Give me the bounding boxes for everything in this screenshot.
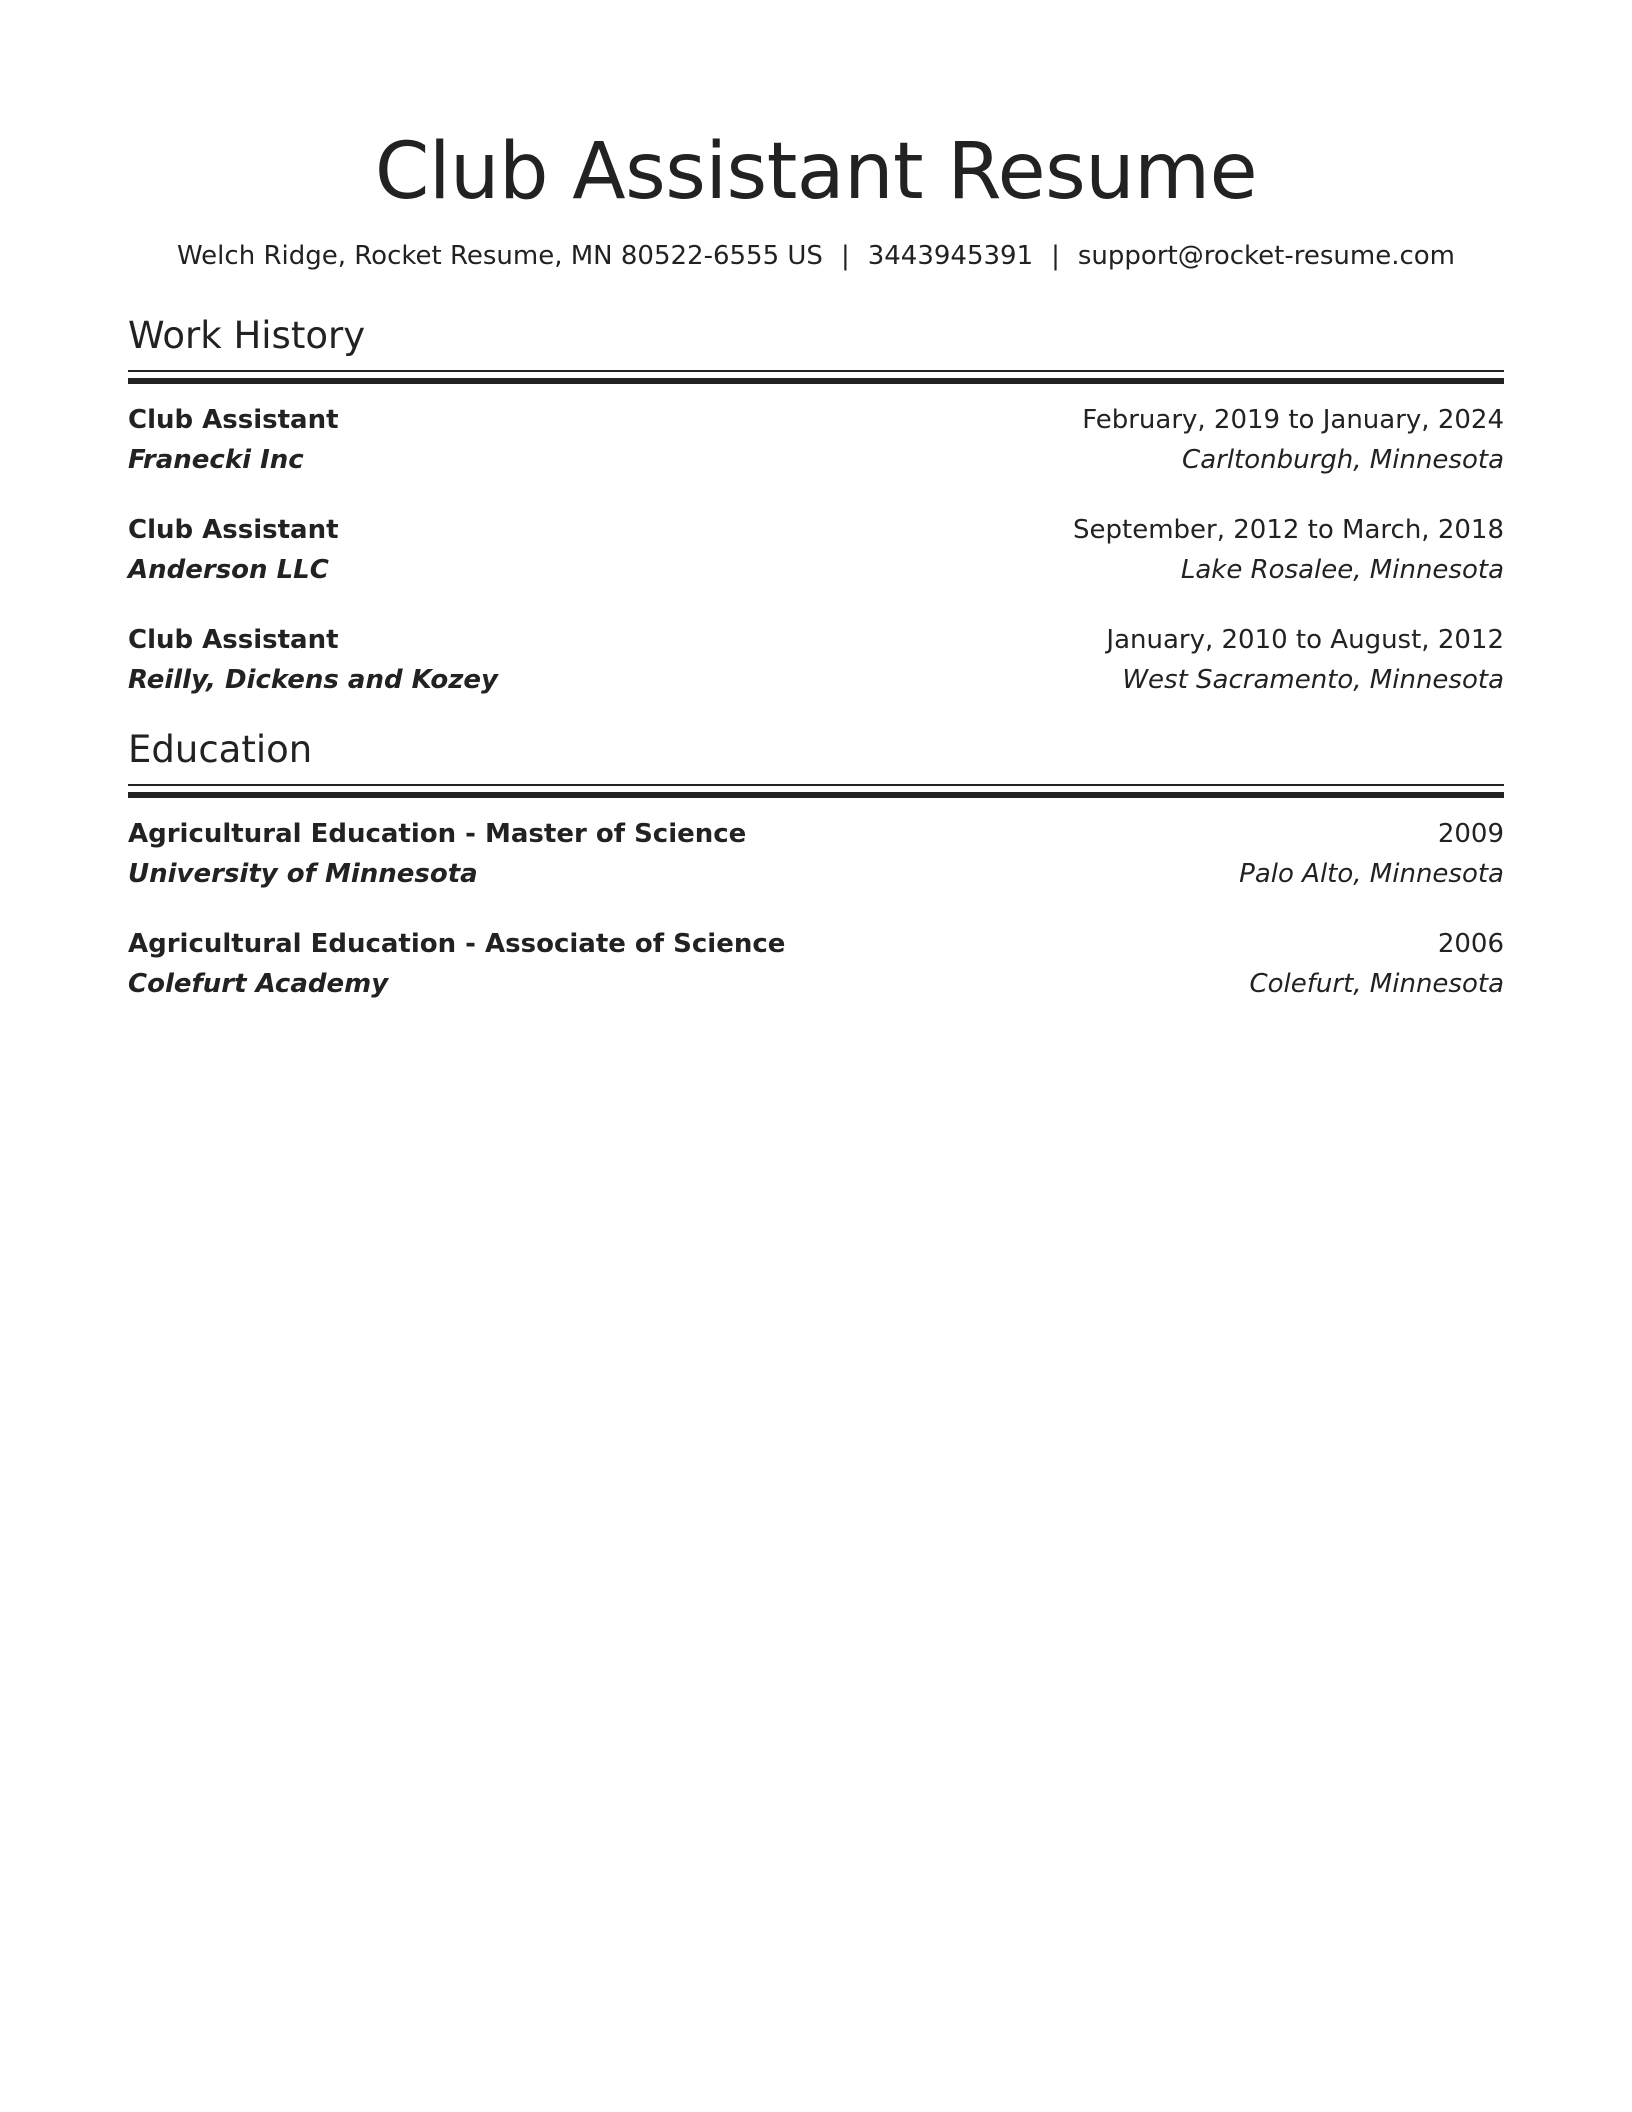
- contact-separator: |: [1051, 241, 1060, 271]
- job-title: Club Assistant: [128, 405, 339, 435]
- job-location: West Sacramento, Minnesota: [1122, 665, 1504, 695]
- job-dates: February, 2019 to January, 2024: [1082, 405, 1504, 435]
- job-title: Club Assistant: [128, 515, 339, 545]
- job-title: Club Assistant: [128, 625, 339, 655]
- contact-separator: |: [840, 241, 850, 271]
- job-dates: September, 2012 to March, 2018: [1073, 515, 1504, 545]
- education-entry-bottom-row: [128, 854, 1504, 894]
- degree-title: Agricultural Education - Master of Science: [128, 819, 747, 849]
- work-entry-bottom-row: [128, 660, 1504, 700]
- school-name: Colefurt Academy: [128, 969, 389, 999]
- work-entry: [128, 620, 1504, 700]
- education-entry-bottom-row: [128, 964, 1504, 1004]
- section-divider-thin: [128, 784, 1504, 786]
- job-dates: January, 2010 to August, 2012: [1106, 625, 1504, 655]
- work-entry-top-row: [128, 510, 1504, 550]
- section-heading-education: Education: [128, 728, 313, 771]
- company-name: Anderson LLC: [128, 555, 329, 585]
- section-divider-thick: [128, 378, 1504, 384]
- work-history-section: [128, 314, 1504, 700]
- job-location: Carltonburgh, Minnesota: [1182, 445, 1504, 475]
- company-name: Franecki Inc: [128, 445, 304, 475]
- job-location: Lake Rosalee, Minnesota: [1180, 555, 1504, 585]
- contact-email: support@rocket-resume.com: [1077, 241, 1455, 271]
- education-section: [128, 728, 1504, 1004]
- section-divider-thin: [128, 370, 1504, 372]
- company-name: Reilly, Dickens and Kozey: [128, 665, 498, 695]
- contact-line: [128, 238, 1504, 274]
- education-entry: [128, 924, 1504, 1004]
- education-entry: [128, 814, 1504, 894]
- work-entry-bottom-row: [128, 440, 1504, 480]
- graduation-year: 2009: [1437, 819, 1504, 849]
- work-entry-bottom-row: [128, 550, 1504, 590]
- school-location: Palo Alto, Minnesota: [1239, 859, 1504, 889]
- graduation-year: 2006: [1437, 929, 1504, 959]
- work-entry: [128, 400, 1504, 480]
- work-entry-top-row: [128, 620, 1504, 660]
- resume-title: Club Assistant Resume: [374, 127, 1258, 217]
- section-divider-thick: [128, 792, 1504, 798]
- education-entry-top-row: [128, 814, 1504, 854]
- degree-title: Agricultural Education - Associate of Science: [128, 929, 786, 959]
- contact-address: Welch Ridge, Rocket Resume, MN 80522-6555 US: [177, 241, 823, 271]
- work-entry: [128, 510, 1504, 590]
- education-entry-top-row: [128, 924, 1504, 964]
- work-entry-top-row: [128, 400, 1504, 440]
- school-location: Colefurt, Minnesota: [1249, 969, 1504, 999]
- section-heading-work-history: Work History: [128, 314, 366, 357]
- school-name: University of Minnesota: [128, 859, 478, 889]
- contact-phone: 3443945391: [867, 241, 1034, 271]
